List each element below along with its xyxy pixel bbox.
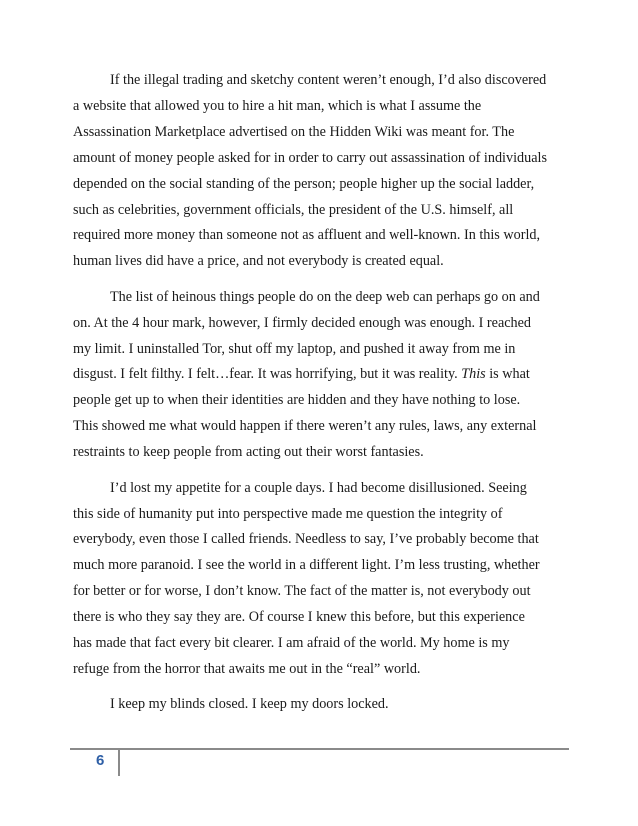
text-line: I’d lost my appetite for a couple days. I had become disillusioned. Seeing <box>110 479 527 496</box>
text-line: human lives did have a price, and not everybody is created equal. <box>73 253 444 270</box>
text-line: my limit. I uninstalled Tor, shut off my laptop, and pushed it away from me in <box>73 340 516 357</box>
emphasized-word: This <box>461 366 486 383</box>
text-line: this side of humanity put into perspective made me question the integrity of <box>73 505 503 522</box>
text-line: refuge from the horror that awaits me out in the “real” world. <box>73 660 421 677</box>
text-line: much more paranoid. I see the world in a different light. I’m less trusting, whether <box>73 557 540 574</box>
text-line: depended on the social standing of the person; people higher up the social ladder, <box>73 175 535 192</box>
text-line: required more money than someone not as affluent and well-known. In this world, <box>73 227 541 244</box>
text-line: a website that allowed you to hire a hit man, which is what I assume the <box>73 97 482 114</box>
paragraph-3 <box>73 476 573 683</box>
paragraph-1 <box>73 68 573 275</box>
text-line: such as celebrities, government officials, the president of the U.S. himself, all <box>73 201 514 218</box>
text-segment: disgust. I felt filthy. I felt…fear. It was horrifying, but it was reality. <box>73 366 458 383</box>
text-line: If the illegal trading and sketchy content weren’t enough, I’d also discovered <box>110 72 547 88</box>
text-line: restraints to keep people from acting out their worst fantasies. <box>73 444 424 461</box>
page-number: 6 <box>96 752 105 769</box>
footer-rule <box>70 748 569 750</box>
text-line: Assassination Marketplace advertised on the Hidden Wiki was meant for. The <box>73 123 515 140</box>
text-line: I keep my blinds closed. I keep my doors locked. <box>110 696 389 713</box>
text-line: for better or for worse, I don’t know. The fact of the matter is, not everybody out <box>73 583 531 600</box>
text-line: amount of money people asked for in order to carry out assassination of individuals <box>73 149 547 166</box>
paragraph-2 <box>73 285 573 466</box>
text-line-with-emphasis <box>73 362 573 388</box>
footer-divider <box>118 750 120 776</box>
text-segment: is what <box>485 366 530 383</box>
text-line: has made that fact every bit clearer. I am afraid of the world. My home is my <box>73 635 510 652</box>
text-line: people get up to when their identities are hidden and they have nothing to lose. <box>73 392 521 409</box>
text-line: everybody, even those I called friends. Needless to say, I’ve probably become that <box>73 531 539 548</box>
text-line: The list of heinous things people do on the deep web can perhaps go on and <box>110 288 540 305</box>
paragraph-4 <box>73 692 573 718</box>
body-text <box>73 68 573 728</box>
text-line: on. At the 4 hour mark, however, I firmly decided enough was enough. I reached <box>73 314 532 331</box>
text-line: there is who they say they are. Of course I knew this before, but this experience <box>73 609 525 626</box>
text-line: This showed me what would happen if there weren’t any rules, laws, any external <box>73 418 537 435</box>
